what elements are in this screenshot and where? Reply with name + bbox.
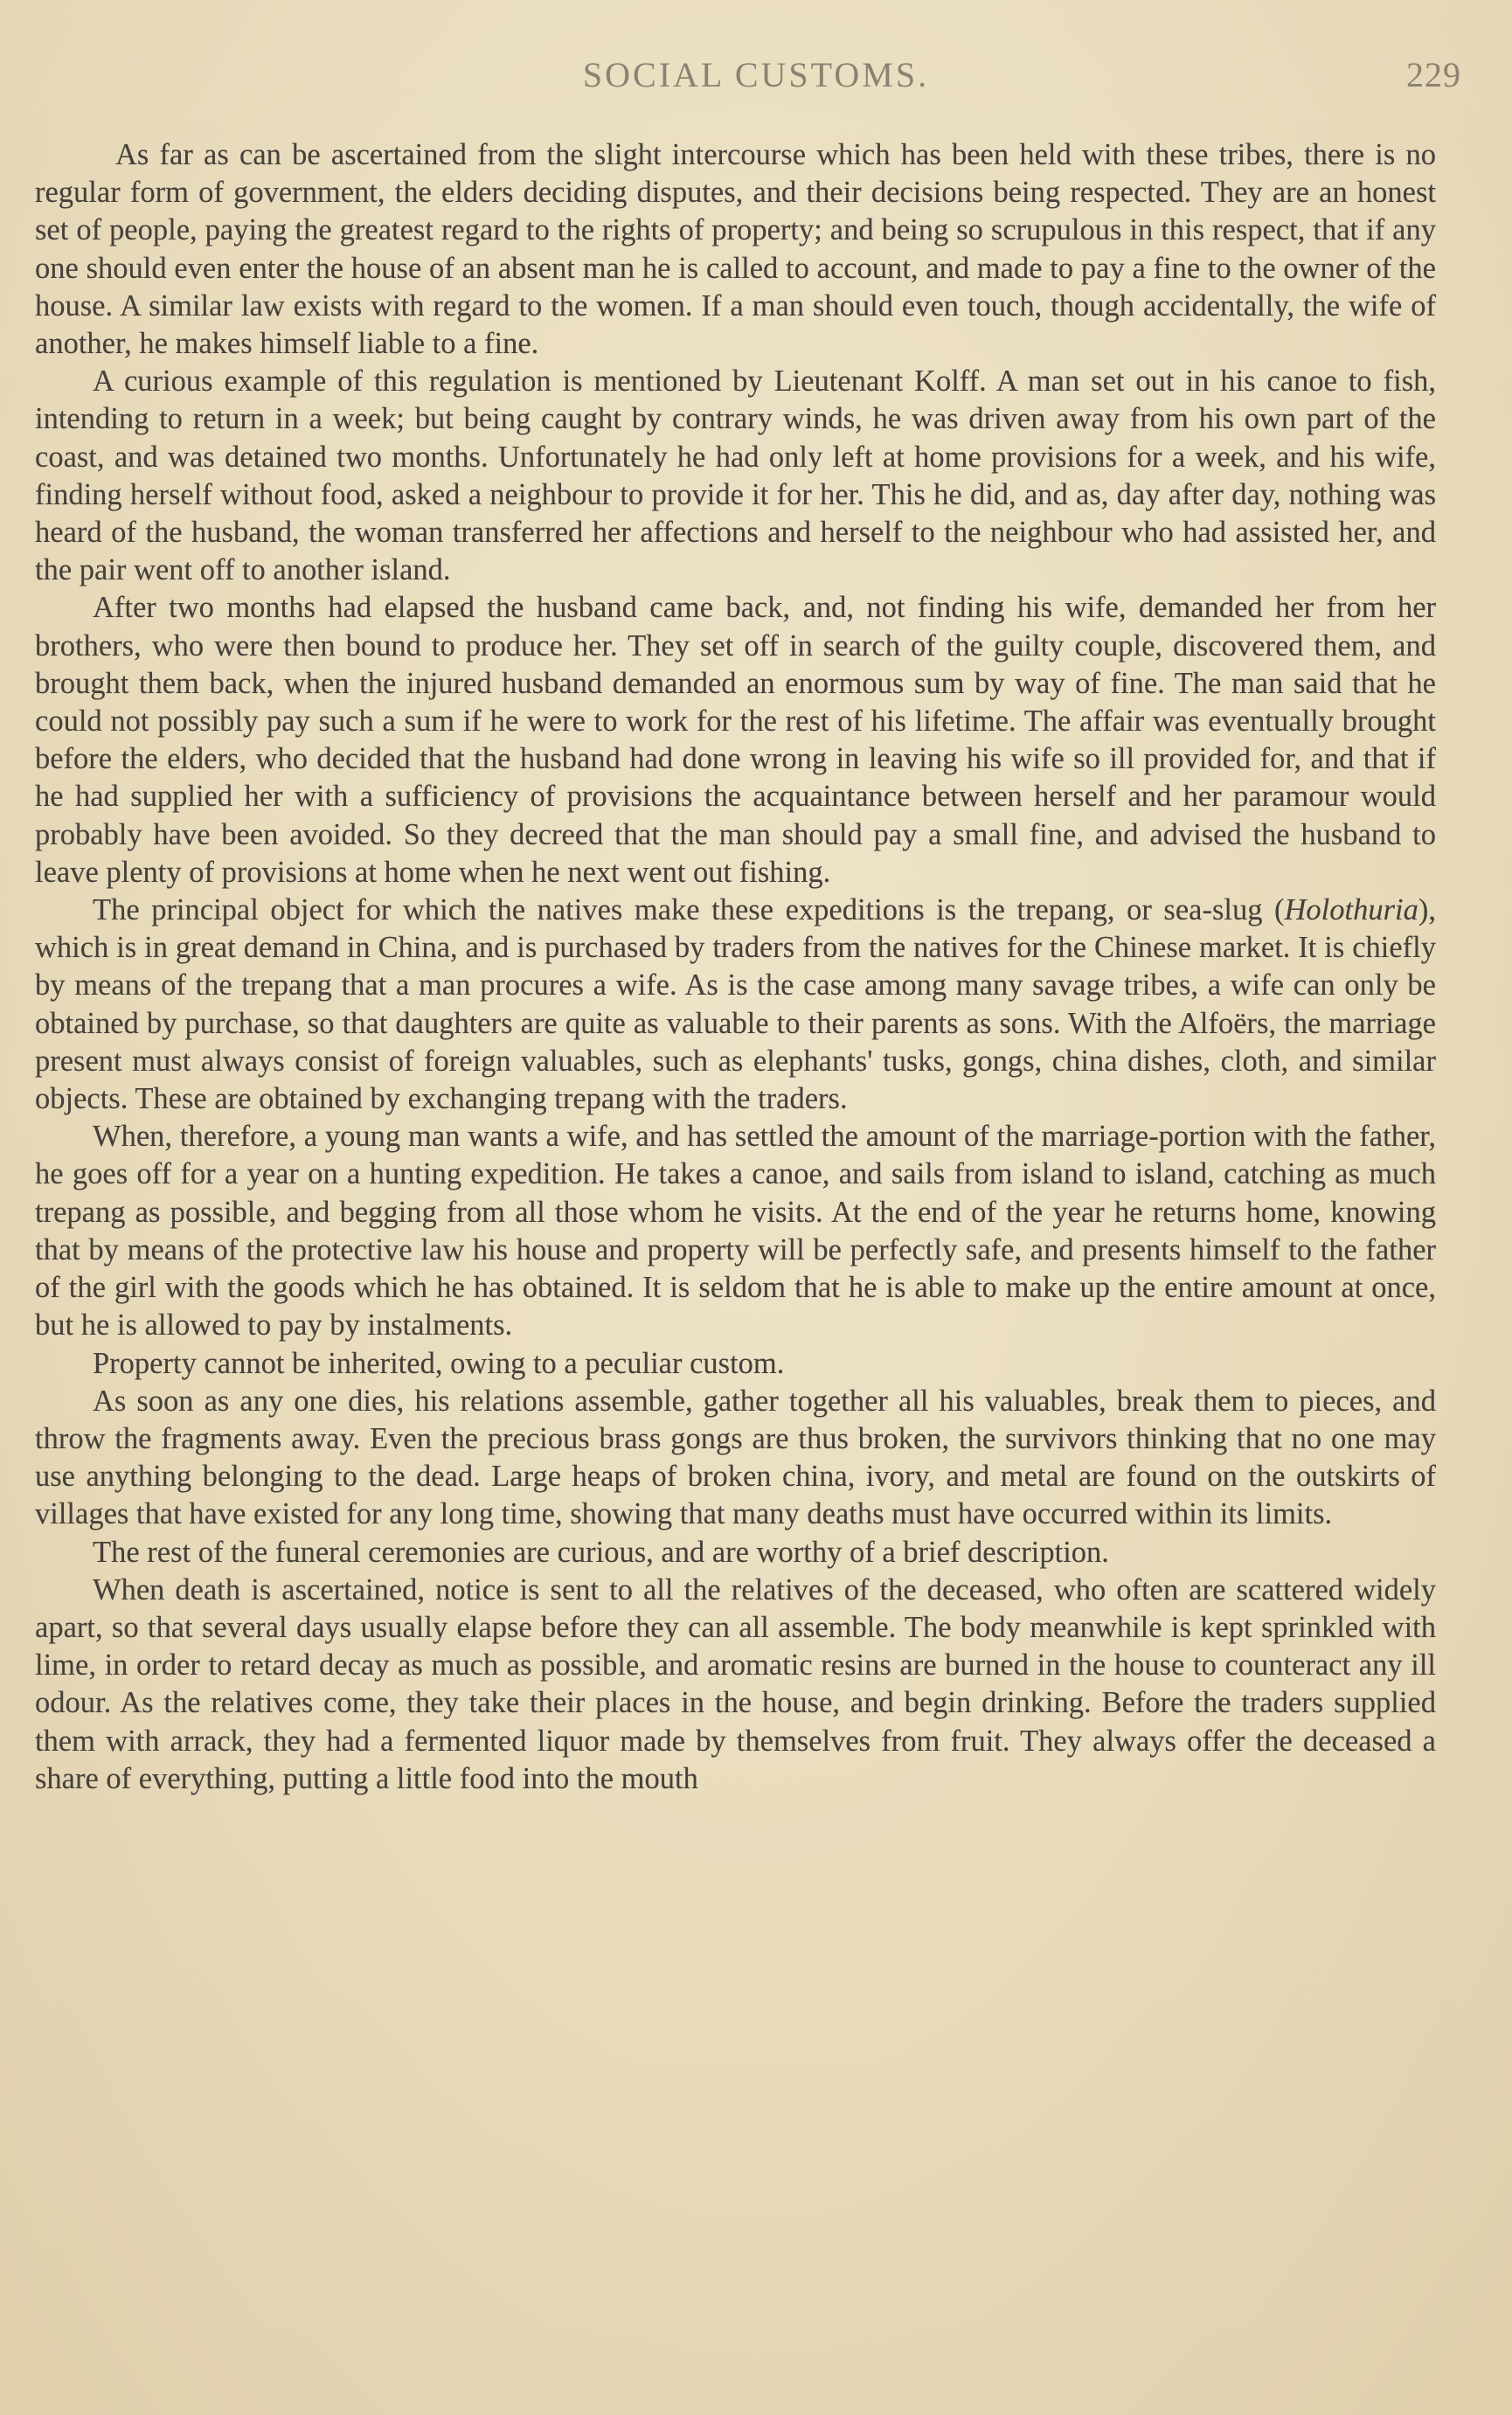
paragraph-4-part-1: The principal object for which the natives make these expeditions is the trepang, or sea-slug (	[93, 893, 1285, 927]
paragraph-6: Property cannot be inherited, owing to a peculiar custom.	[93, 1346, 785, 1380]
running-head	[0, 54, 1512, 107]
paragraph-4-part-2: ), which is in great demand in China, and is purchased by traders from the natives for the Chinese market. It is chiefly by means of the trepang that a man procures a wife. As is the case among many savage tribes, a wife can only be obtained by purchase, so that daughters are quite as valuable to their parents as sons. With the Alfoërs, the marriage present must always consist of foreign valuables, such as elephants' tusks, gongs, china dishes, cloth, and similar objects. These are obtained by exchanging trepang with the traders.	[35, 893, 1436, 1116]
paragraph-2: A curious example of this regulation is mentioned by Lieutenant Kolff. A man set out in his canoe to fish, intending to return in a week; but being caught by contrary winds, he was driven away from his own part of the coast, and was detained two months. Unfortunately he had only left at home provisions for a week, and his wife, finding herself without food, asked a neighbour to provide it for her. This he did, and as, day after day, nothing was heard of the husband, the woman transferred her affections and herself to the neighbour who had assisted her, and the pair went off to another island.	[35, 364, 1436, 587]
paragraph-5: When, therefore, a young man wants a wife, and has settled the amount of the marriage-portion with the father, he goes off for a year on a hunting expedition. He takes a canoe, and sails from island to island, catching as much trepang as possible, and begging from all those whom he visits. At the end of the year he returns home, knowing that by means of the protective law his house and property will be perfectly safe, and presents himself to the father of the girl with the goods which he has obtained. It is seldom that he is able to make up the entire amount at once, but he is allowed to pay by instalments.	[35, 1120, 1436, 1343]
running-title: SOCIAL CUSTOMS.	[582, 55, 930, 94]
paragraph-4	[35, 892, 1436, 1118]
paragraph-7: As soon as any one dies, his relations assemble, gather together all his valuables, break them to pieces, and throw the fragments away. Even the precious brass gongs are thus broken, the survivors thinking that no one may use anything belonging to the dead. Large heaps of broken china, ivory, and metal are found on the outskirts of villages that have existed for any long time, showing that many deaths must have occurred within its limits.	[35, 1384, 1436, 1531]
paragraph-8: The rest of the funeral ceremonies are curious, and are worthy of a brief description.	[93, 1535, 1109, 1569]
page-number: 229	[1406, 55, 1461, 94]
paragraph-9: When death is ascertained, notice is sent to all the relatives of the deceased, who often are scattered widely apart, so that several days usually elapse before they can all assemble. The body meanwhile is kept sprinkled with lime, in order to retard decay as much as possible, and aromatic resins are burned in the house to counteract any ill odour. As the relatives come, they take their places in the house, and begin drinking. Before the traders supplied them with arrack, they had a fermented liquor made by themselves from fruit. They always offer the deceased a share of everything, putting a little food into the mouth	[35, 1572, 1436, 1795]
scientific-name: Holothuria	[1284, 893, 1418, 927]
paragraph-3: After two months had elapsed the husband came back, and, not finding his wife, demanded her from her brothers, who were then bound to produce her. They set off in search of the guilty couple, discovered them, and brought them back, when the injured husband demanded an enormous sum by way of fine. The man said that he could not possibly pay such a sum if he were to work for the rest of his lifetime. The affair was eventually brought before the elders, who decided that the husband had done wrong in leaving his wife so ill provided for, and that if he had supplied her with a sufficiency of provisions the acquaintance between herself and her paramour would probably have been avoided. So they decreed that the man should pay a small fine, and advised the husband to leave plenty of provisions at home when he next went out fishing.	[35, 591, 1436, 889]
body-text	[35, 136, 1436, 1798]
paragraph-1: As far as can be ascertained from the slight intercourse which has been held with these tribes, there is no regular form of government, the elders deciding disputes, and their decisions being respected. They are an honest set of people, paying the greatest regard to the rights of property; and being so scrupulous in this respect, that if any one should even enter the house of an absent man he is called to account, and made to pay a fine to the owner of the house. A similar law exists with regard to the women. If a man should even touch, though accidentally, the wife of another, he makes himself liable to a fine.	[35, 138, 1436, 361]
